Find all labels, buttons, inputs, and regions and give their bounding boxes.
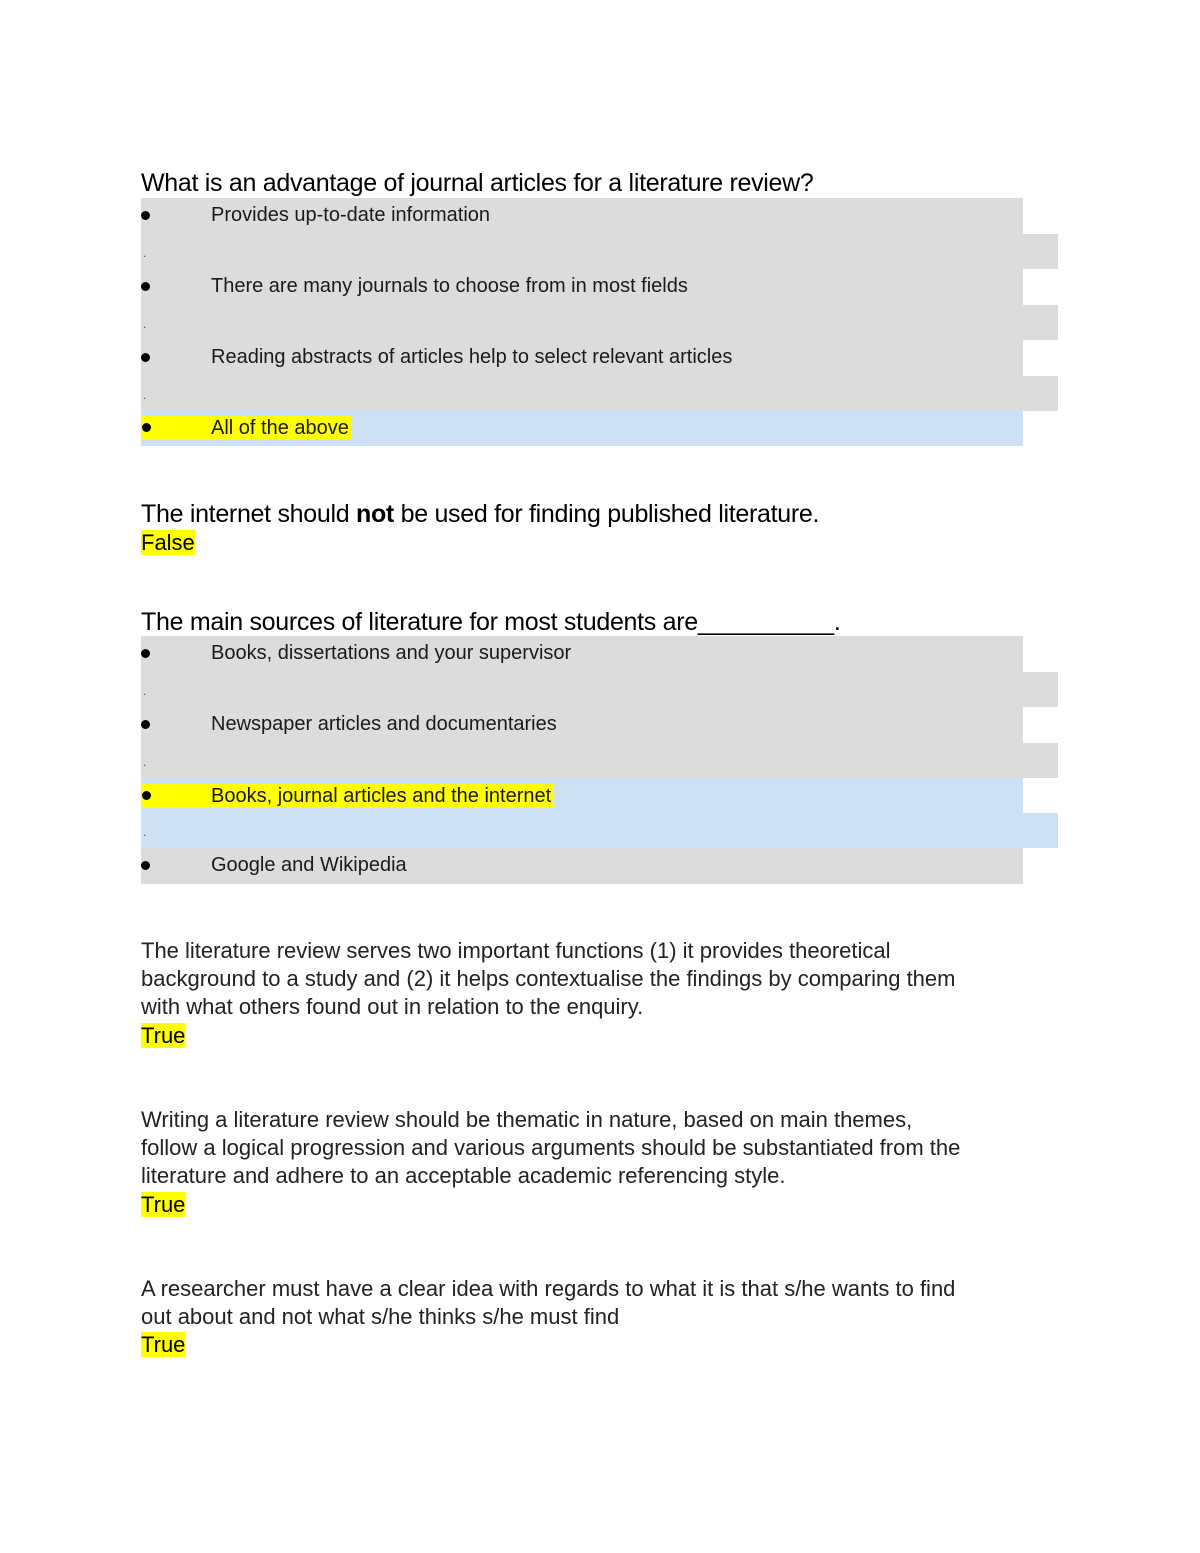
bullet-highlight xyxy=(141,416,211,440)
statement-5: Writing a literature review should be thematic in nature, based on main themes, follow a logical progression and various arguments should be substantiated from the literature and adhere to an acceptable academic referencing style. xyxy=(141,1107,961,1188)
q1-separator: . xyxy=(141,305,1058,340)
option-label: All of the above xyxy=(211,417,349,439)
q3-option-1[interactable] xyxy=(141,636,1023,672)
bullet-icon xyxy=(141,649,150,658)
q1-option-4-selected[interactable] xyxy=(141,410,1023,446)
statement-4-answer: True xyxy=(141,1023,186,1048)
statement-4: The literature review serves two important functions (1) it provides theoretical background to a study and (2) it helps contextualise the findings by comparing them with what others found out in relation to the enquiry. xyxy=(141,938,956,1019)
question-2-answer: False xyxy=(141,530,195,555)
statement-5-answer: True xyxy=(141,1192,186,1217)
option-label: There are many journals to choose from in most fields xyxy=(211,275,688,297)
q3-option-4[interactable] xyxy=(141,848,1023,884)
q1-separator: . xyxy=(141,376,1058,411)
bullet-icon xyxy=(142,423,151,432)
option-label: Reading abstracts of articles help to select relevant articles xyxy=(211,346,733,368)
q3-separator: . xyxy=(141,743,1058,778)
option-label: Books, journal articles and the internet xyxy=(211,785,552,807)
statement-6: A researcher must have a clear idea with regards to what it is that s/he wants to find out about and not what s/he thinks s/he must find xyxy=(141,1276,956,1329)
bullet-highlight xyxy=(141,784,211,808)
option-label: Google and Wikipedia xyxy=(211,854,407,876)
bullet-icon xyxy=(141,353,150,362)
q1-option-3[interactable] xyxy=(141,340,1023,376)
q1-option-2[interactable] xyxy=(141,269,1023,305)
option-label: Books, dissertations and your supervisor xyxy=(211,642,572,664)
bullet-icon xyxy=(141,861,150,870)
bullet-icon xyxy=(141,211,150,220)
option-label: Newspaper articles and documentaries xyxy=(211,713,557,735)
question-2-title: The internet should not be used for finding published literature. xyxy=(141,500,820,528)
question-3-title: The main sources of literature for most students are__________. xyxy=(141,608,841,636)
q1-separator: . xyxy=(141,234,1058,269)
bullet-icon xyxy=(142,791,151,800)
bullet-icon xyxy=(141,282,150,291)
question-1-title: What is an advantage of journal articles for a literature review? xyxy=(141,169,814,197)
bullet-icon xyxy=(141,720,150,729)
q1-option-1[interactable] xyxy=(141,198,1023,234)
statement-6-answer: True xyxy=(141,1332,186,1357)
q3-option-2[interactable] xyxy=(141,707,1023,743)
q3-separator: . xyxy=(141,813,1058,848)
q3-separator: . xyxy=(141,672,1058,707)
q3-option-3-selected[interactable] xyxy=(141,778,1023,814)
option-label: Provides up-to-date information xyxy=(211,204,491,226)
